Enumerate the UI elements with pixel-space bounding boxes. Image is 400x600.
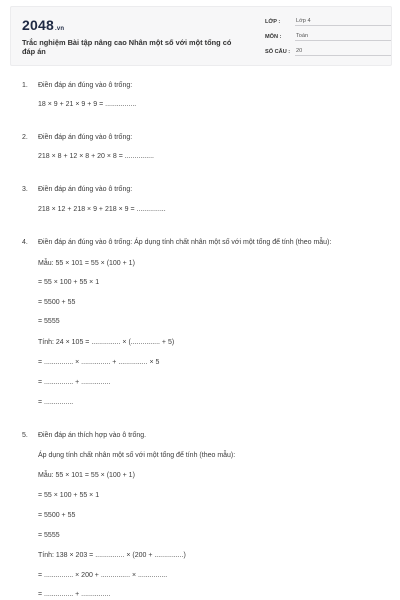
answer-line[interactable]: Tính: 24 × 105 = ............... × (............... + 5) bbox=[38, 339, 175, 346]
question-prompt: Điền đáp án thích hợp vào ô trống. bbox=[38, 432, 147, 439]
example-line: = 5500 + 55 bbox=[38, 512, 76, 519]
meta-value-count: 20 bbox=[295, 48, 391, 56]
meta-value-subject: Toán bbox=[295, 33, 391, 41]
question-number: 4. bbox=[22, 239, 28, 246]
example-line: Mẫu: 55 × 101 = 55 × (100 + 1) bbox=[38, 260, 135, 267]
answer-line[interactable]: = ............... + ............... bbox=[38, 591, 111, 598]
example-line: = 55 × 100 + 55 × 1 bbox=[38, 492, 100, 499]
answer-line[interactable]: = ............... × ............... + ............... × 5 bbox=[38, 359, 160, 366]
example-line: = 55 × 100 + 55 × 1 bbox=[38, 279, 100, 286]
question-expression[interactable]: 218 × 8 + 12 × 8 + 20 × 8 = ............... bbox=[38, 153, 154, 160]
answer-line[interactable]: = ............... bbox=[38, 399, 74, 406]
question-instruction: Áp dụng tính chất nhân một số với một tổng để tính (theo mẫu): bbox=[38, 452, 236, 459]
meta-label-subject: MÔN : bbox=[265, 34, 282, 40]
meta-value-grade: Lớp 4 bbox=[295, 18, 391, 26]
question-number: 3. bbox=[22, 186, 28, 193]
logo-suffix: .vn bbox=[54, 26, 65, 32]
example-line: = 5555 bbox=[38, 318, 60, 325]
answer-line[interactable]: = ............... × 200 + ............... × ............... bbox=[38, 572, 168, 579]
answer-line[interactable]: = ............... + ............... bbox=[38, 379, 111, 386]
question-expression[interactable]: 18 × 9 + 21 × 9 + 9 = ................ bbox=[38, 101, 137, 108]
question-number: 1. bbox=[22, 82, 28, 89]
question-prompt: Điền đáp án đúng vào ô trống: bbox=[38, 186, 133, 193]
question-number: 5. bbox=[22, 432, 28, 439]
document-title: Trắc nghiệm Bài tập nâng cao Nhân một số với một tổng có đáp án bbox=[22, 38, 232, 56]
meta-label-count: SỐ CÂU : bbox=[265, 49, 291, 55]
example-line: Mẫu: 55 × 101 = 55 × (100 + 1) bbox=[38, 472, 135, 479]
question-prompt: Điền đáp án đúng vào ô trống: bbox=[38, 134, 133, 141]
question-number: 2. bbox=[22, 134, 28, 141]
logo-text: 2048 bbox=[22, 17, 54, 33]
example-line: = 5500 + 55 bbox=[38, 299, 76, 306]
question-prompt: Điền đáp án đúng vào ô trống: Áp dụng tính chất nhân một số với một tổng để tính (theo mẫu): bbox=[38, 239, 332, 246]
example-line: = 5555 bbox=[38, 532, 60, 539]
question-prompt: Điền đáp án đúng vào ô trống: bbox=[38, 82, 133, 89]
question-expression[interactable]: 218 × 12 + 218 × 9 + 218 × 9 = ............... bbox=[38, 206, 166, 213]
meta-label-grade: LỚP : bbox=[265, 19, 281, 25]
answer-line[interactable]: Tính: 138 × 203 = ............... × (200 + ...............) bbox=[38, 552, 186, 559]
